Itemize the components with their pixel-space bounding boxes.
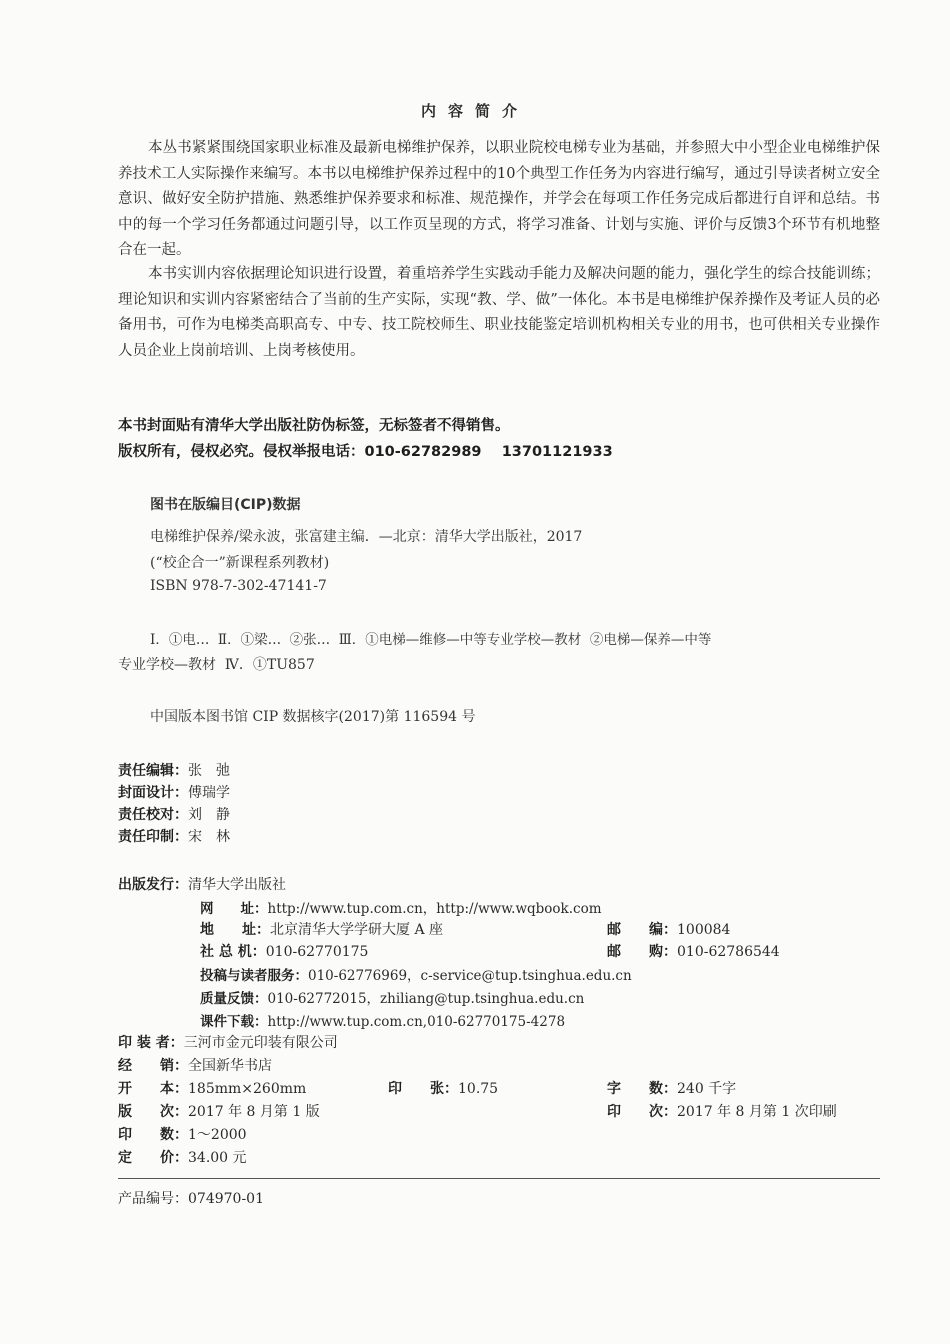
product-code: 产品编号：074970-01 xyxy=(118,1191,264,1207)
format-line: 开 本：185mm×260mm xyxy=(118,1081,307,1097)
publisher-address: 地 址：北京清华大学学研大厦 A 座 xyxy=(200,922,444,938)
distributor-line: 经 销：全国新华书店 xyxy=(118,1058,272,1074)
cip-heading: 图书在版编目(CIP)数据 xyxy=(150,497,301,513)
cip-line-1: 电梯维护保养/梁永波，张富建主编．—北京：清华大学出版社，2017 xyxy=(150,529,583,545)
cip-line-2: (“校企合一”新课程系列教材) xyxy=(150,555,330,571)
publisher-mail-order: 邮 购：010-62786544 xyxy=(607,944,780,960)
publisher-web: 网 址：http://www.tup.com.cn，http://www.wqbook.com xyxy=(200,901,602,917)
price-line: 定 价：34.00 元 xyxy=(118,1150,247,1166)
edition-line: 版 次：2017 年 8 月第 1 版 xyxy=(118,1104,320,1120)
publisher-zip: 邮 编：100084 xyxy=(607,922,731,938)
publisher-quality: 质量反馈：010-62772015，zhiliang@tup.tsinghua.edu.cn xyxy=(200,991,585,1007)
cip-isbn: ISBN 978-7-302-47141-7 xyxy=(150,578,327,594)
summary-paragraph-1: 本丛书紧紧围绕国家职业标准及最新电梯维护保养，以职业院校电梯专业为基础，并参照大中小型企业电梯维护保养技术工人实际操作来编写。本书以电梯维护保养过程中的10个典型工作任务为内容进行编写，通过引导读者树立安全意识、做好安全防护措施、熟悉维护保养要求和标准、规范操作，并学会在每项工作任务完成后都进行自评和总结。书中的每一个学习任务都通过问题引导，以工作页呈现的方式，将学习准备、计划与实施、评价与反馈3个环节有机地整合在一起。 xyxy=(118,140,880,258)
cip-classification-1: Ⅰ．①电… Ⅱ．①梁… ②张… Ⅲ．①电梯—维修—中等专业学校—教材 ②电梯—保养—中等 xyxy=(150,632,712,648)
credit-proofread: 责任校对：刘 静 xyxy=(118,807,230,823)
publisher-line: 出版发行：清华大学出版社 xyxy=(118,877,286,893)
credit-print-manager: 责任印制：宋 林 xyxy=(118,829,230,845)
publisher-switchboard: 社 总 机：010-62770175 xyxy=(200,944,369,960)
credit-cover-design: 封面设计：傅瑞学 xyxy=(118,785,230,801)
word-count-line: 字 数：240 千字 xyxy=(607,1081,737,1097)
anti-counterfeit-notice: 本书封面贴有清华大学出版社防伪标签，无标签者不得销售。 xyxy=(118,418,510,434)
cip-classification-2: 专业学校—教材 Ⅳ．①TU857 xyxy=(118,657,315,673)
section-title: 内容简介 xyxy=(420,102,529,120)
printer-line: 印 装 者：三河市金元印装有限公司 xyxy=(118,1035,338,1051)
summary-paragraph-2: 本书实训内容依据理论知识进行设置，着重培养学生实践动手能力及解决问题的能力，强化学生的综合技能训练；理论知识和实训内容紧密结合了当前的生产实际，实现“教、学、做”一体化。本书是电梯维护保养操作及考证人员的必备用书，可作为电梯类高职高专、中专、技工院校师生、职业技能鉴定培训机构相关专业的用书，也可供相关专业操作人员企业上岗前培训、上岗考核使用。 xyxy=(118,266,880,359)
publisher-service: 投稿与读者服务：010-62776969，c-service@tup.tsinghua.edu.cn xyxy=(200,968,632,984)
copies-line: 印 数：1～2000 xyxy=(118,1127,247,1143)
impression-line: 印 次：2017 年 8 月第 1 次印刷 xyxy=(607,1104,837,1120)
publisher-download: 课件下载：http://www.tup.com.cn,010-62770175-4278 xyxy=(200,1014,566,1030)
divider xyxy=(118,1178,880,1179)
cip-record: 中国版本图书馆 CIP 数据核字(2017)第 116594 号 xyxy=(150,709,476,725)
copyright-notice: 版权所有，侵权必究。侵权举报电话：010-62782989 13701121933 xyxy=(118,444,613,460)
sheets-line: 印 张：10.75 xyxy=(388,1081,499,1097)
credit-editor: 责任编辑：张 弛 xyxy=(118,763,230,779)
